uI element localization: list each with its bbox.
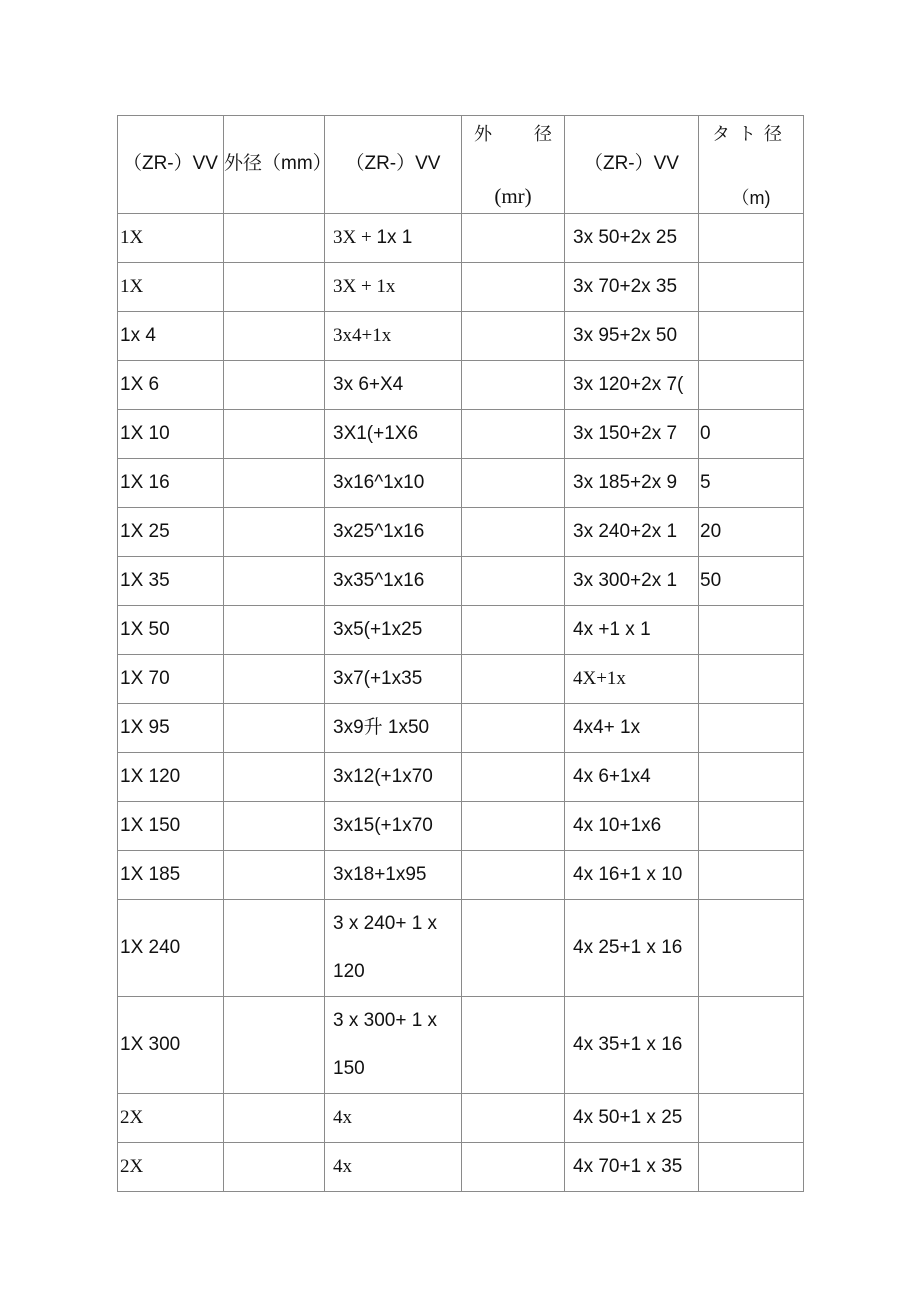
cell-spec-2: 3x12(+1x70 <box>325 753 462 802</box>
cell-spec-1: 1X 10 <box>118 410 224 459</box>
cell-od-1 <box>224 704 325 753</box>
cell-spec-3: 4x4+ 1x <box>565 704 699 753</box>
cell-spec-1: 1X 240 <box>118 900 224 997</box>
table-row <box>118 214 804 263</box>
cell-od-3 <box>699 655 804 704</box>
table-row <box>118 753 804 802</box>
header-od2-unit: (mr) <box>494 184 532 209</box>
cell-spec-2: 3x25^1x16 <box>325 508 462 557</box>
cell-spec-3: 3x 70+2x 35 <box>565 263 699 312</box>
table-row <box>118 410 804 459</box>
header-od3-label: タト径 <box>712 123 790 144</box>
cell-spec-2: 3x9升 1x50 <box>325 704 462 753</box>
cell-od-2 <box>462 459 565 508</box>
cell-spec-3: 4x 16+1 x 10 <box>565 851 699 900</box>
cell-spec-2: 4x <box>325 1143 462 1192</box>
cell-od-1 <box>224 997 325 1094</box>
cell-spec-2 <box>325 997 462 1094</box>
table-row <box>118 1143 804 1192</box>
cell-od-1 <box>224 802 325 851</box>
cell-spec-1: 1X <box>118 263 224 312</box>
cell-od-3 <box>699 900 804 997</box>
table-row <box>118 997 804 1094</box>
header-outer-diameter-3 <box>699 116 804 214</box>
cell-spec-3: 3x 95+2x 50 <box>565 312 699 361</box>
cell-od-1 <box>224 606 325 655</box>
cell-spec-3: 3x 240+2x 1 <box>565 508 699 557</box>
cell-od-2 <box>462 410 565 459</box>
cell-spec-2: 3X1(+1X6 <box>325 410 462 459</box>
cell-spec-1: 2X <box>118 1094 224 1143</box>
cell-od-1 <box>224 557 325 606</box>
table-row <box>118 655 804 704</box>
cell-od-2 <box>462 508 565 557</box>
cell-od-1 <box>224 361 325 410</box>
cell-od-3: 5 <box>699 459 804 508</box>
table-row <box>118 704 804 753</box>
table-row <box>118 508 804 557</box>
cell-spec-2: 3x35^1x16 <box>325 557 462 606</box>
cell-spec-2: 3x15(+1x70 <box>325 802 462 851</box>
cell-od-3 <box>699 214 804 263</box>
table-row <box>118 361 804 410</box>
cell-spec-1: 1X 95 <box>118 704 224 753</box>
cell-od-2 <box>462 1094 565 1143</box>
cell-spec-1: 1X 185 <box>118 851 224 900</box>
cell-spec-2: 4x <box>325 1094 462 1143</box>
cell-od-2 <box>462 900 565 997</box>
cell-spec-2-line-2: 120 <box>333 961 365 982</box>
cell-spec-2: 3x4+1x <box>325 312 462 361</box>
cell-od-3 <box>699 1143 804 1192</box>
cell-spec-3: 4x 35+1 x 16 <box>565 997 699 1094</box>
cell-od-3 <box>699 997 804 1094</box>
cell-od-1 <box>224 214 325 263</box>
cell-od-1 <box>224 459 325 508</box>
cell-spec-2-line-2: 150 <box>333 1058 365 1079</box>
cell-od-1 <box>224 263 325 312</box>
cell-od-3 <box>699 361 804 410</box>
cell-od-3 <box>699 312 804 361</box>
header-cable-type-1: （ZR-）VV <box>118 116 224 214</box>
cell-spec-2: 3x5(+1x25 <box>325 606 462 655</box>
cell-od-3: 0 <box>699 410 804 459</box>
cell-spec-1: 1X 150 <box>118 802 224 851</box>
cell-od-3 <box>699 753 804 802</box>
cell-od-1 <box>224 753 325 802</box>
cell-od-1 <box>224 851 325 900</box>
cell-od-2 <box>462 997 565 1094</box>
cell-od-1 <box>224 312 325 361</box>
cell-spec-3: 4X+1x <box>565 655 699 704</box>
cell-spec-3: 3x 150+2x 7 <box>565 410 699 459</box>
cell-spec-2: 3x18+1x95 <box>325 851 462 900</box>
cell-od-3 <box>699 851 804 900</box>
cell-od-2 <box>462 557 565 606</box>
cell-od-1 <box>224 1094 325 1143</box>
cell-od-2 <box>462 606 565 655</box>
cell-spec-1: 1X 6 <box>118 361 224 410</box>
cell-od-3: 20 <box>699 508 804 557</box>
cell-spec-1: 1X 120 <box>118 753 224 802</box>
table-row <box>118 606 804 655</box>
table-row <box>118 900 804 997</box>
cell-od-2 <box>462 753 565 802</box>
cell-od-3 <box>699 704 804 753</box>
cell-spec-2-line-1: 3 x 240+ 1 x <box>333 913 438 934</box>
cell-od-2 <box>462 361 565 410</box>
header-outer-diameter-1: 外径（mm） <box>224 116 325 214</box>
cell-spec-3: 3x 120+2x 7( <box>565 361 699 410</box>
cell-spec-1: 1X 16 <box>118 459 224 508</box>
table-row <box>118 263 804 312</box>
cell-spec-3: 4x 6+1x4 <box>565 753 699 802</box>
header-od2-char-1: 外 <box>474 123 492 144</box>
table-row <box>118 1094 804 1143</box>
cell-spec-1: 1X <box>118 214 224 263</box>
table-row <box>118 557 804 606</box>
cell-spec-1: 1X 300 <box>118 997 224 1094</box>
cell-od-2 <box>462 263 565 312</box>
cell-od-3: 50 <box>699 557 804 606</box>
cell-spec-3: 4x 25+1 x 16 <box>565 900 699 997</box>
cell-od-1 <box>224 655 325 704</box>
cell-spec-2-line-1: 3 x 300+ 1 x <box>333 1010 438 1031</box>
cell-od-1 <box>224 410 325 459</box>
cell-spec-1: 1x 4 <box>118 312 224 361</box>
cell-od-2 <box>462 851 565 900</box>
cell-od-2 <box>462 214 565 263</box>
cell-spec-2: 3X + 1x <box>325 263 462 312</box>
cell-spec-1: 1X 70 <box>118 655 224 704</box>
cell-spec-3: 3x 185+2x 9 <box>565 459 699 508</box>
cell-spec-3: 3x 50+2x 25 <box>565 214 699 263</box>
table-row <box>118 459 804 508</box>
table-row <box>118 312 804 361</box>
cell-spec-3: 4x 70+1 x 35 <box>565 1143 699 1192</box>
cell-od-3 <box>699 1094 804 1143</box>
header-od3-unit: （m) <box>731 187 771 208</box>
cable-spec-table <box>117 115 804 1192</box>
table-row <box>118 802 804 851</box>
cell-spec-3: 4x 10+1x6 <box>565 802 699 851</box>
cell-spec-3: 4x 50+1 x 25 <box>565 1094 699 1143</box>
cell-od-3 <box>699 802 804 851</box>
header-outer-diameter-2 <box>462 116 565 214</box>
cell-spec-3: 4x +1 x 1 <box>565 606 699 655</box>
cell-spec-2: 3x 6+X4 <box>325 361 462 410</box>
header-od2-char-2: 径 <box>534 123 552 144</box>
cell-spec-1: 1X 50 <box>118 606 224 655</box>
cell-od-3 <box>699 606 804 655</box>
header-cable-type-3: （ZR-）VV <box>565 116 699 214</box>
cell-od-2 <box>462 1143 565 1192</box>
cell-od-1 <box>224 900 325 997</box>
cell-spec-2 <box>325 900 462 997</box>
cell-spec-1: 1X 25 <box>118 508 224 557</box>
header-row <box>118 116 804 214</box>
cell-spec-1: 1X 35 <box>118 557 224 606</box>
cell-od-1 <box>224 508 325 557</box>
cell-od-3 <box>699 263 804 312</box>
cell-spec-3: 3x 300+2x 1 <box>565 557 699 606</box>
cell-od-2 <box>462 704 565 753</box>
table-row <box>118 851 804 900</box>
cell-od-2 <box>462 312 565 361</box>
cell-spec-2: 3x7(+1x35 <box>325 655 462 704</box>
cell-od-2 <box>462 655 565 704</box>
cell-spec-2: 3x16^1x10 <box>325 459 462 508</box>
cell-spec-1: 2X <box>118 1143 224 1192</box>
cell-od-2 <box>462 802 565 851</box>
cell-spec-2: 3X + 1x 1 <box>325 214 462 263</box>
header-cable-type-2: （ZR-）VV <box>325 116 462 214</box>
cell-od-1 <box>224 1143 325 1192</box>
